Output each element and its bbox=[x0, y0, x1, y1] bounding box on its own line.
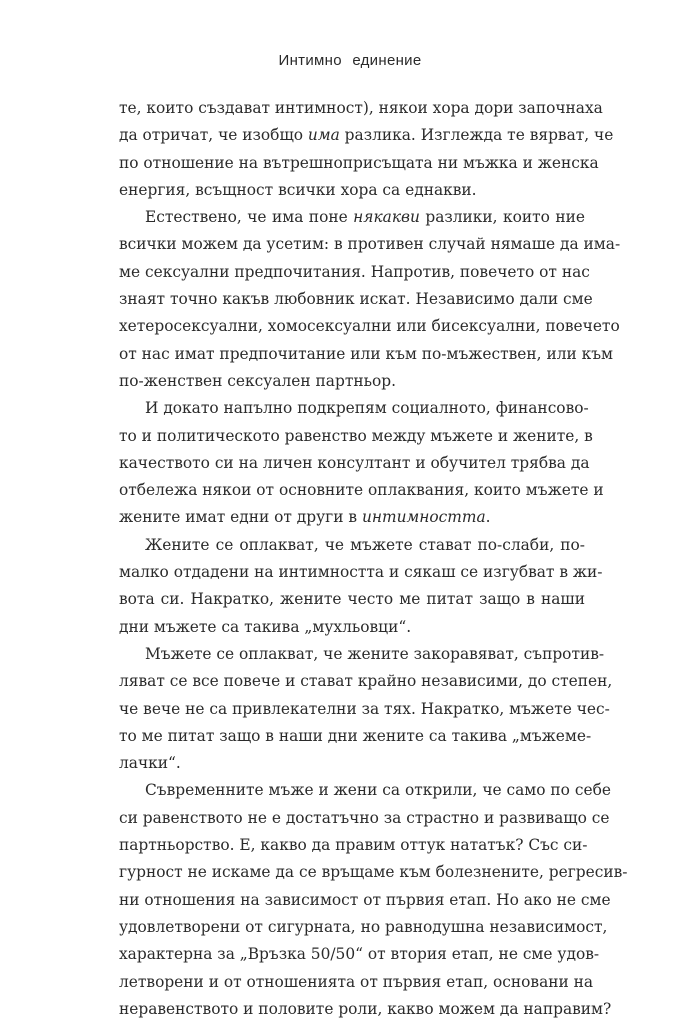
text-run: от нас имат предпочитание или към по-мъжествен, или към bbox=[119, 344, 614, 363]
italic-emphasis: има bbox=[307, 126, 340, 145]
text-run: партньорство. Е, какво да правим оттук нататък? Със си- bbox=[119, 836, 588, 855]
text-run: лачки“. bbox=[119, 754, 181, 773]
text-line bbox=[119, 668, 613, 695]
text-run: ни отношения на зависимост от първия етап. Но ако не сме bbox=[119, 890, 611, 909]
text-line bbox=[119, 122, 614, 149]
text-run: си равенството не е достатъчно за страстно и развиващо се bbox=[119, 808, 610, 827]
text-run: да отричат, че изобщо bbox=[119, 126, 308, 145]
text-line bbox=[119, 887, 611, 914]
text-run: характерна за „Връзка 50/50“ от втория етап, не сме удов- bbox=[119, 945, 600, 964]
text-run: хетеросексуални, хомосексуални или бисексуални, повечето bbox=[119, 317, 620, 336]
text-run: гурност не искаме да се връщаме към болезнените, регресив- bbox=[119, 863, 628, 882]
text-run: то ме питат защо в наши дни жените са такива „мъжеме- bbox=[119, 726, 592, 745]
text-line bbox=[119, 423, 593, 450]
text-run: по отношение на вътрешноприсъщата ни мъжка и женска bbox=[119, 153, 599, 172]
text-run: разлики, които ние bbox=[419, 208, 585, 227]
text-line bbox=[119, 832, 588, 859]
text-line bbox=[119, 368, 585, 395]
text-run: всички можем да усетим: в противен случай нямаше да има- bbox=[119, 235, 621, 254]
text-line bbox=[119, 750, 585, 777]
text-line bbox=[119, 586, 585, 613]
text-line bbox=[119, 504, 585, 531]
text-run: по-женствен сексуален партньор. bbox=[119, 371, 396, 390]
text-run: жените имат едни от други в bbox=[119, 508, 362, 527]
text-line bbox=[119, 450, 590, 477]
text-run: то и политическото равенство между мъжете и жените, в bbox=[119, 426, 593, 445]
paragraph bbox=[119, 532, 603, 641]
text-run: ме сексуални предпочитания. Напротив, повечето от нас bbox=[119, 262, 590, 281]
text-run: ляват се все повече и стават крайно независими, до степен, bbox=[119, 672, 613, 691]
text-run: Съвременните мъже и жени са открили, че само по себе bbox=[145, 781, 611, 800]
running-header: Интимно единение bbox=[278, 52, 422, 69]
text-line bbox=[119, 777, 611, 804]
text-run: качеството си на личен консултант и обучител трябва да bbox=[119, 453, 590, 472]
text-run: неравенството и половите роли, какво можем да направим? bbox=[119, 999, 612, 1018]
text-run: разлика. Изглежда те вярват, че bbox=[339, 126, 614, 145]
text-line bbox=[119, 532, 585, 559]
text-run: вота си. Накратко, жените често ме питат защо в наши bbox=[119, 590, 585, 609]
paragraph bbox=[119, 204, 621, 395]
text-line bbox=[119, 204, 585, 231]
text-run: дни мъжете са такива „мухльовци“. bbox=[119, 617, 412, 636]
text-run: И докато напълно подкрепям социалното, финансово- bbox=[145, 399, 589, 418]
text-line bbox=[119, 95, 603, 122]
text-line bbox=[119, 477, 604, 504]
paragraph bbox=[119, 641, 613, 777]
paragraph bbox=[119, 777, 628, 1023]
text-line bbox=[119, 177, 585, 204]
text-line bbox=[119, 395, 589, 422]
text-run: . bbox=[485, 508, 491, 527]
text-line bbox=[119, 805, 610, 832]
text-line bbox=[119, 150, 599, 177]
text-line bbox=[119, 914, 608, 941]
text-line bbox=[119, 696, 610, 723]
text-line bbox=[119, 996, 612, 1023]
body-text bbox=[119, 95, 628, 1023]
italic-emphasis: някакви bbox=[353, 208, 420, 227]
paragraph bbox=[119, 95, 614, 204]
text-line bbox=[119, 614, 585, 641]
text-line bbox=[119, 231, 621, 258]
text-line bbox=[119, 559, 603, 586]
text-line bbox=[119, 286, 593, 313]
text-run: отбележа някои от основните оплаквания, които мъжете и bbox=[119, 481, 604, 500]
text-run: че вече не са привлекателни за тях. Накратко, мъжете чес- bbox=[119, 699, 610, 718]
text-run: Жените се оплакват, че мъжете стават по-слаби, по- bbox=[145, 535, 585, 554]
text-line bbox=[119, 313, 620, 340]
paragraph bbox=[119, 395, 604, 531]
text-line bbox=[119, 259, 590, 286]
text-line bbox=[119, 969, 594, 996]
text-run: знаят точно какъв любовник искат. Независимо дали сме bbox=[119, 290, 593, 309]
text-line bbox=[119, 641, 605, 668]
text-run: енергия, всъщност всички хора са еднакви. bbox=[119, 180, 477, 199]
text-line bbox=[119, 341, 614, 368]
text-run: те, които създават интимност), някои хора дори започнаха bbox=[119, 99, 603, 117]
text-run: Естествено, че има поне bbox=[145, 208, 354, 227]
text-run: малко отдадени на интимността и сякаш се изгубват в жи- bbox=[119, 563, 603, 582]
text-line bbox=[119, 723, 592, 750]
text-run: летворени и от отношенията от първия етап, основани на bbox=[119, 972, 594, 991]
italic-emphasis: интимността bbox=[361, 508, 486, 527]
text-line bbox=[119, 941, 600, 968]
text-run: Мъжете се оплакват, че жените закоравяват, съпротив- bbox=[145, 644, 605, 663]
text-line bbox=[119, 859, 628, 886]
text-run: удовлетворени от сигурната, но равнодушна независимост, bbox=[119, 917, 608, 936]
